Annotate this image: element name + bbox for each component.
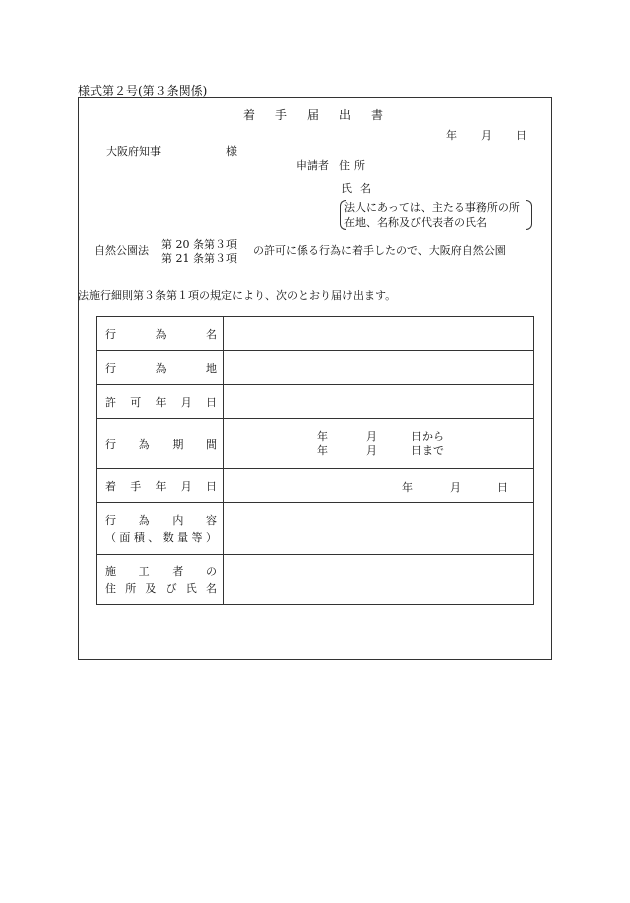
name-label: 氏名	[341, 182, 379, 195]
period-start-day: 日から	[411, 429, 444, 443]
label-char: （	[105, 530, 116, 544]
table-row	[97, 503, 534, 555]
label-char: 氏	[185, 581, 197, 595]
label-char: 住	[105, 581, 116, 595]
label-char: 年	[155, 395, 167, 409]
label-char: 為	[155, 361, 167, 375]
table-row	[97, 419, 534, 469]
label-char: 面	[119, 530, 131, 544]
label-char: 及	[145, 581, 157, 595]
row-label-action-name	[97, 317, 224, 351]
table-row	[97, 555, 534, 605]
label-char: 着	[105, 479, 116, 493]
law-name: 自然公園法	[94, 244, 149, 257]
label-char: 、	[148, 530, 160, 544]
period-end-month: 月	[366, 443, 377, 457]
action-name-field[interactable]	[224, 317, 534, 351]
label-char: 期	[172, 437, 184, 451]
label-char: 間	[205, 437, 217, 451]
label-char: 積	[133, 530, 145, 544]
table-row	[97, 385, 534, 419]
row-label-permit-date	[97, 385, 224, 419]
article-21: 第 21 条第３項	[161, 252, 237, 265]
label-char: 名	[205, 581, 217, 595]
label-char: の	[205, 564, 217, 578]
notification-table	[96, 316, 534, 605]
label-char: 許	[105, 395, 116, 409]
label-char: 月	[180, 395, 192, 409]
label-char: 行	[105, 513, 116, 527]
label-char: 地	[206, 361, 217, 375]
period-start-month: 月	[366, 429, 377, 443]
article-20: 第 20 条第３項	[161, 238, 237, 251]
table-row	[97, 469, 534, 503]
period-end-day: 日まで	[411, 443, 444, 457]
right-bracket	[526, 200, 532, 230]
row-label-action-content	[97, 503, 224, 555]
label-char: 行	[105, 361, 116, 375]
corp-note-line1: 法人にあっては、主たる事務所の所	[344, 201, 520, 214]
action-content-field[interactable]	[224, 503, 534, 555]
label-char: 施	[105, 564, 116, 578]
address-label: 住所	[339, 159, 369, 172]
start-date-field[interactable]	[224, 469, 534, 503]
permit-date-field[interactable]	[224, 385, 534, 419]
label-char: 容	[205, 513, 217, 527]
table-row	[97, 351, 534, 385]
addressee-honorific: 様	[226, 145, 237, 158]
start-date-day: 日	[497, 480, 508, 494]
label-char: 数	[162, 530, 174, 544]
label-char: 可	[130, 395, 142, 409]
contractor-field[interactable]	[224, 555, 534, 605]
date-month: 月	[481, 129, 492, 142]
label-char: 等	[191, 530, 203, 544]
label-char: ）	[205, 530, 217, 544]
row-label-action-period	[97, 419, 224, 469]
label-char: 月	[180, 479, 192, 493]
label-char: 行	[105, 327, 116, 341]
applicant-label: 申請者	[296, 159, 329, 172]
label-char: 年	[155, 479, 167, 493]
document-title: 着手届出書	[243, 108, 404, 122]
submission-date	[446, 127, 527, 143]
period-start-year: 年	[317, 429, 328, 443]
label-char: 為	[155, 327, 167, 341]
date-year: 年	[446, 129, 457, 142]
body-text-line2: 法施行細則第３条第１項の規定により、次のとおり届け出ます。	[78, 289, 397, 302]
row-label-contractor	[97, 555, 224, 605]
label-char: び	[165, 581, 177, 595]
label-char: 所	[125, 581, 137, 595]
row-label-start-date	[97, 469, 224, 503]
row-label-action-place	[97, 351, 224, 385]
label-char: 日	[206, 395, 217, 409]
label-char: 為	[138, 437, 150, 451]
corporation-note	[340, 199, 532, 231]
action-place-field[interactable]	[224, 351, 534, 385]
addressee: 大阪府知事	[106, 145, 161, 158]
period-end-year: 年	[317, 443, 328, 457]
action-period-field[interactable]	[224, 419, 534, 469]
label-char: 内	[172, 513, 184, 527]
start-date-year: 年	[402, 480, 413, 494]
label-char: 日	[206, 479, 217, 493]
corp-note-line2: 在地、名称及び代表者の氏名	[344, 216, 487, 229]
form-number-label: 様式第２号(第３条関係)	[78, 84, 208, 98]
body-text-line1: の許可に係る行為に着手したので、大阪府自然公園	[253, 244, 506, 257]
date-day: 日	[516, 129, 527, 142]
label-char: 行	[105, 437, 116, 451]
start-date-month: 月	[450, 480, 461, 494]
label-char: 者	[172, 564, 184, 578]
table-row	[97, 317, 534, 351]
label-char: 工	[138, 564, 150, 578]
label-char: 量	[177, 530, 189, 544]
label-char: 名	[206, 327, 217, 341]
label-char: 為	[138, 513, 150, 527]
label-char: 手	[130, 479, 142, 493]
